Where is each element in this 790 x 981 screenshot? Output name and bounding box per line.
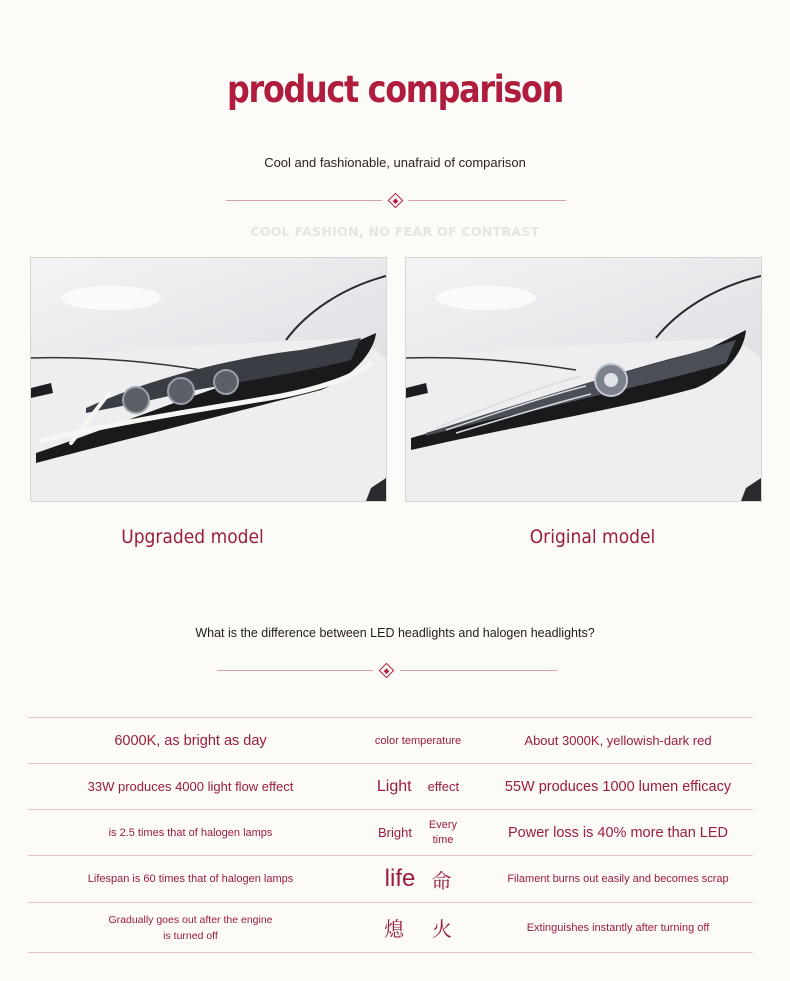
diamond-ornament-icon xyxy=(388,193,404,209)
upgraded-headlight-image xyxy=(30,257,387,502)
row-label-effect: effect xyxy=(427,779,460,794)
diamond-ornament-icon-2 xyxy=(379,663,395,679)
divider-line-left-2 xyxy=(217,670,373,671)
row-label-extinguish-cn-2: 火 xyxy=(432,917,452,941)
divider-line-left xyxy=(226,200,382,201)
original-headlight-illustration xyxy=(406,258,761,501)
halogen-light-effect: 55W produces 1000 lumen efficacy xyxy=(483,764,753,810)
page-subtitle: Cool and fashionable, unafraid of comparison xyxy=(264,155,526,170)
led-color-temperature: 6000K, as bright as day xyxy=(28,718,353,764)
led-lifespan: Lifespan is 60 times that of halogen lamps xyxy=(28,856,353,903)
upgraded-headlight-illustration xyxy=(31,258,386,501)
led-brightness: is 2.5 times that of halogen lamps xyxy=(28,810,353,856)
row-label-brightness xyxy=(353,810,483,856)
original-model-label: Original model xyxy=(529,526,656,548)
halogen-brightness: Power loss is 40% more than LED xyxy=(483,810,753,856)
section-caption: COOL FASHION, NO FEAR OF CONTRAST xyxy=(250,224,540,239)
halogen-color-temperature: About 3000K, yellowish-dark red xyxy=(483,718,753,764)
halogen-lifespan: Filament burns out easily and becomes scrap xyxy=(483,856,753,903)
row-label-every-time: Every time xyxy=(428,818,458,846)
upgraded-model-label: Upgraded model xyxy=(121,526,264,548)
row-label-lifespan xyxy=(353,856,483,903)
page-title: product comparison xyxy=(227,68,563,111)
divider-line-right xyxy=(408,200,566,201)
table-row xyxy=(28,810,753,856)
table-row xyxy=(28,856,753,903)
divider-line-right-2 xyxy=(400,670,557,671)
halogen-turn-off: Extinguishes instantly after turning off xyxy=(483,903,753,953)
row-label-extinguish-cn-1: 熄 xyxy=(384,917,404,941)
led-turn-off-text: Gradually goes out after the engine is turned off xyxy=(108,913,273,942)
row-label-turn-off xyxy=(353,903,483,953)
original-headlight-image xyxy=(405,257,762,502)
led-turn-off xyxy=(28,903,353,953)
table-row xyxy=(28,718,753,764)
row-label-color-temperature: color temperature xyxy=(353,718,483,764)
row-label-light-effect xyxy=(353,764,483,810)
comparison-question: What is the difference between LED headlights and halogen headlights? xyxy=(195,626,595,640)
table-row xyxy=(28,903,753,953)
led-light-effect: 33W produces 4000 light flow effect xyxy=(28,764,353,810)
row-label-bright: Bright xyxy=(378,825,412,840)
row-label-life: life xyxy=(384,865,416,892)
comparison-table xyxy=(28,717,753,953)
row-label-light: Light xyxy=(376,777,412,795)
table-row xyxy=(28,764,753,810)
row-label-life-cn: 命 xyxy=(431,868,452,893)
